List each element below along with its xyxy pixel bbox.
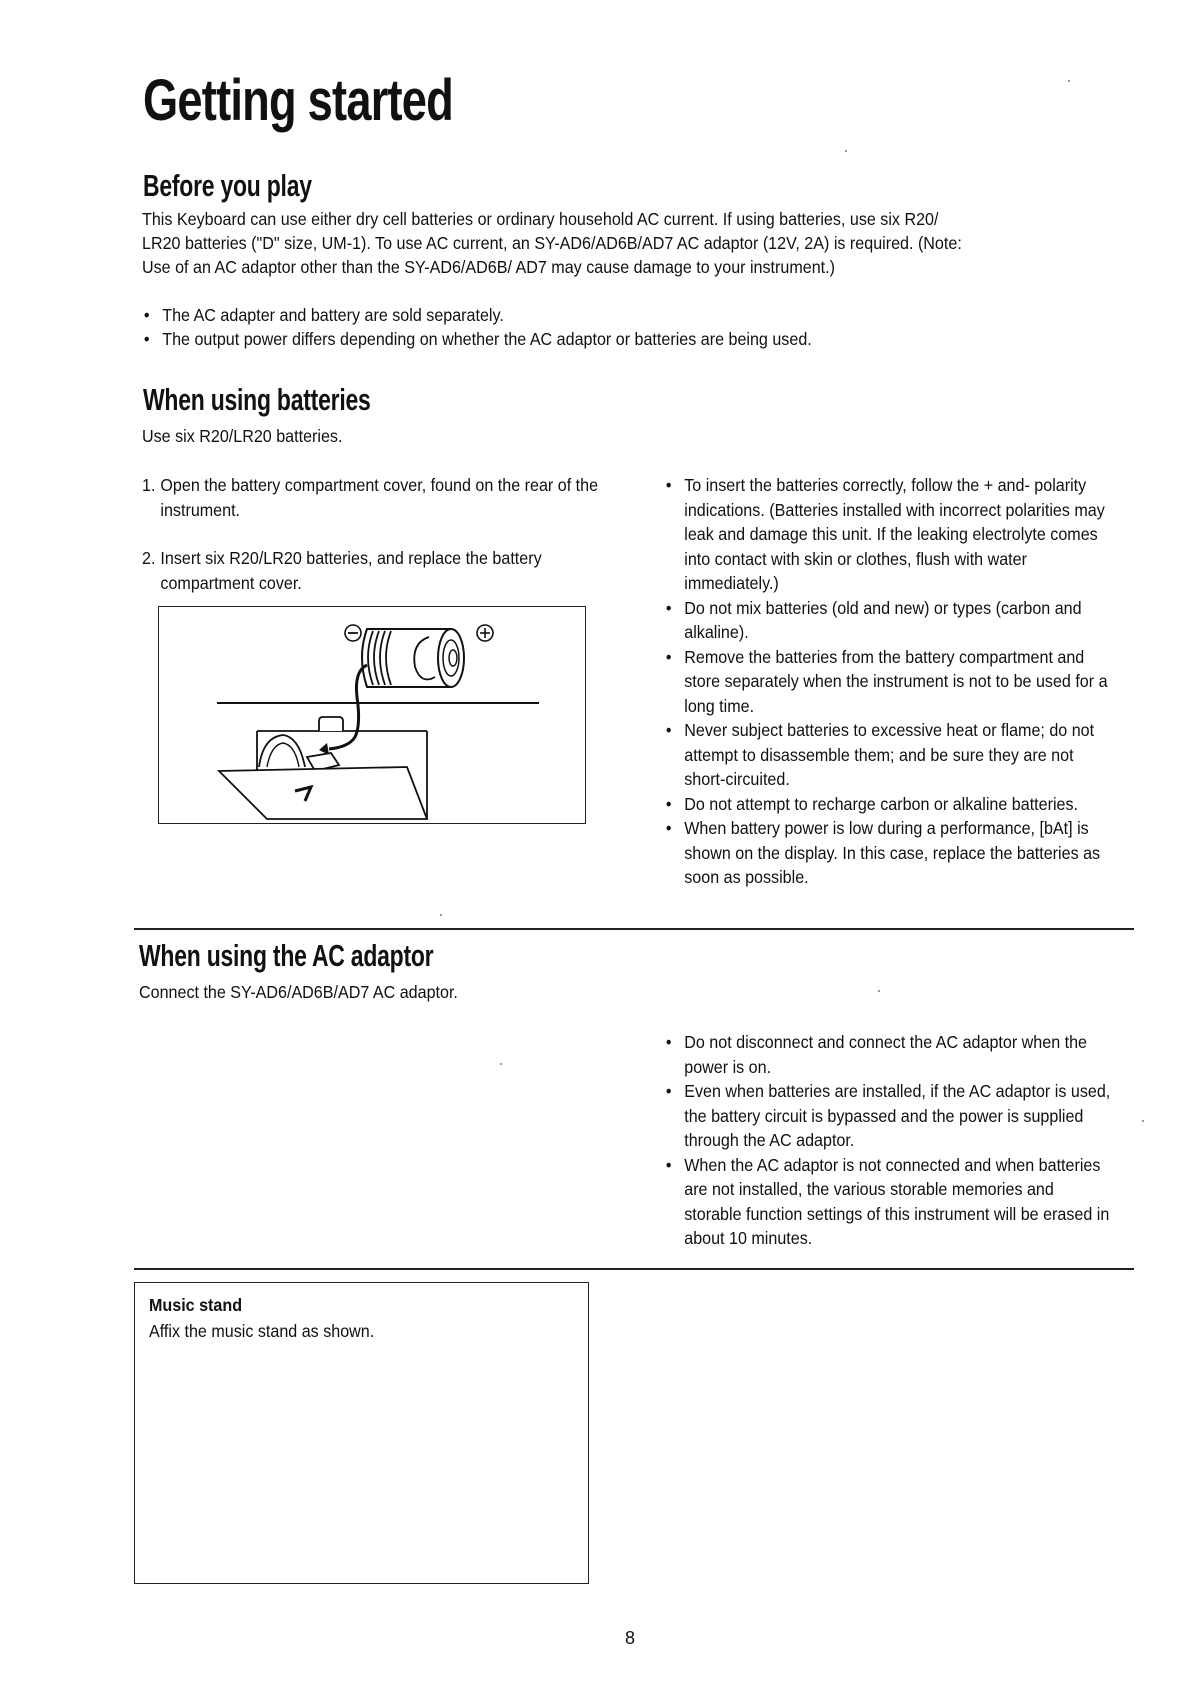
batteries-intro: Use six R20/LR20 batteries. <box>142 426 343 446</box>
ac-adaptor-notes <box>664 1030 1113 1251</box>
music-stand-title: Music stand <box>149 1295 243 1315</box>
section-divider <box>134 928 1134 930</box>
paragraph-line: This Keyboard can use either dry cell batteries or ordinary household AC current. If using batteries, use six R20/ <box>142 209 939 229</box>
ac-adaptor-intro: Connect the SY-AD6/AD6B/AD7 AC adaptor. <box>139 982 458 1002</box>
battery-insertion-figure <box>158 606 586 824</box>
section-heading-ac-adaptor: When using the AC adaptor <box>139 938 434 973</box>
before-you-play-bullets <box>142 303 1080 351</box>
paragraph-line: LR20 batteries ("D" size, UM-1). To use AC current, an SY-AD6/AD6B/AD7 AC adaptor (12V, 2A) is required. (Note: <box>142 233 962 253</box>
note-item: • Even when batteries are installed, if the AC adaptor is used, the battery circuit is bypassed and the power is supplied through the AC adaptor. <box>664 1079 1113 1153</box>
section-heading-before-you-play: Before you play <box>143 168 312 203</box>
battery-diagram-icon <box>159 607 587 825</box>
note-item: • Do not attempt to recharge carbon or alkaline batteries. <box>664 792 1113 817</box>
note-item: • Do not disconnect and connect the AC adaptor when the power is on. <box>664 1030 1113 1079</box>
bullet-item: • The AC adapter and battery are sold separately. <box>142 303 1080 327</box>
section-heading-batteries: When using batteries <box>143 382 371 417</box>
scan-speck <box>845 150 847 152</box>
note-item: • When the AC adaptor is not connected and when batteries are not installed, the various storable memories and storable function settings of this instrument will be erased in about 10 minutes. <box>664 1153 1113 1251</box>
page-number: 8 <box>625 1628 636 1648</box>
paragraph-line: Use of an AC adaptor other than the SY-AD6/AD6B/ AD7 may cause damage to your instrument.) <box>142 257 835 277</box>
scan-speck <box>440 914 442 916</box>
step-text: Insert six R20/LR20 batteries, and replace the battery compartment cover. <box>160 548 542 593</box>
scan-speck <box>1142 1120 1144 1122</box>
battery-notes <box>664 473 1113 890</box>
note-item: • To insert the batteries correctly, follow the + and- polarity indications. (Batteries installed with incorrect polarities may leak and damage this unit. If the leaking electrolyte comes into contact with skin or clothes, flush with water immediately.) <box>664 473 1113 596</box>
bullet-item: • The output power differs depending on whether the AC adaptor or batteries are being used. <box>142 327 1080 351</box>
note-item: • Never subject batteries to excessive heat or flame; do not attempt to disassemble them; and be sure they are not short-circuited. <box>664 718 1113 792</box>
scan-speck <box>500 1063 502 1065</box>
step-number: 1. <box>142 475 156 495</box>
note-item: • Do not mix batteries (old and new) or types (carbon and alkaline). <box>664 596 1113 645</box>
page-title: Getting started <box>143 68 454 133</box>
music-stand-text: Affix the music stand as shown. <box>149 1321 375 1341</box>
scan-speck <box>878 990 880 992</box>
step-item <box>142 473 607 522</box>
battery-steps <box>142 473 607 619</box>
step-item <box>142 546 607 595</box>
note-item: • Remove the batteries from the battery compartment and store separately when the instrument is not to be used for a long time. <box>664 645 1113 719</box>
music-stand-box <box>134 1282 589 1584</box>
scan-speck <box>1068 80 1070 82</box>
section-divider <box>134 1268 1134 1270</box>
step-number: 2. <box>142 548 156 568</box>
before-you-play-paragraph <box>142 207 1080 279</box>
note-item: • When battery power is low during a performance, [bAt] is shown on the display. In this case, replace the batteries as soon as possible. <box>664 816 1113 890</box>
step-text: Open the battery compartment cover, found on the rear of the instrument. <box>160 475 599 520</box>
